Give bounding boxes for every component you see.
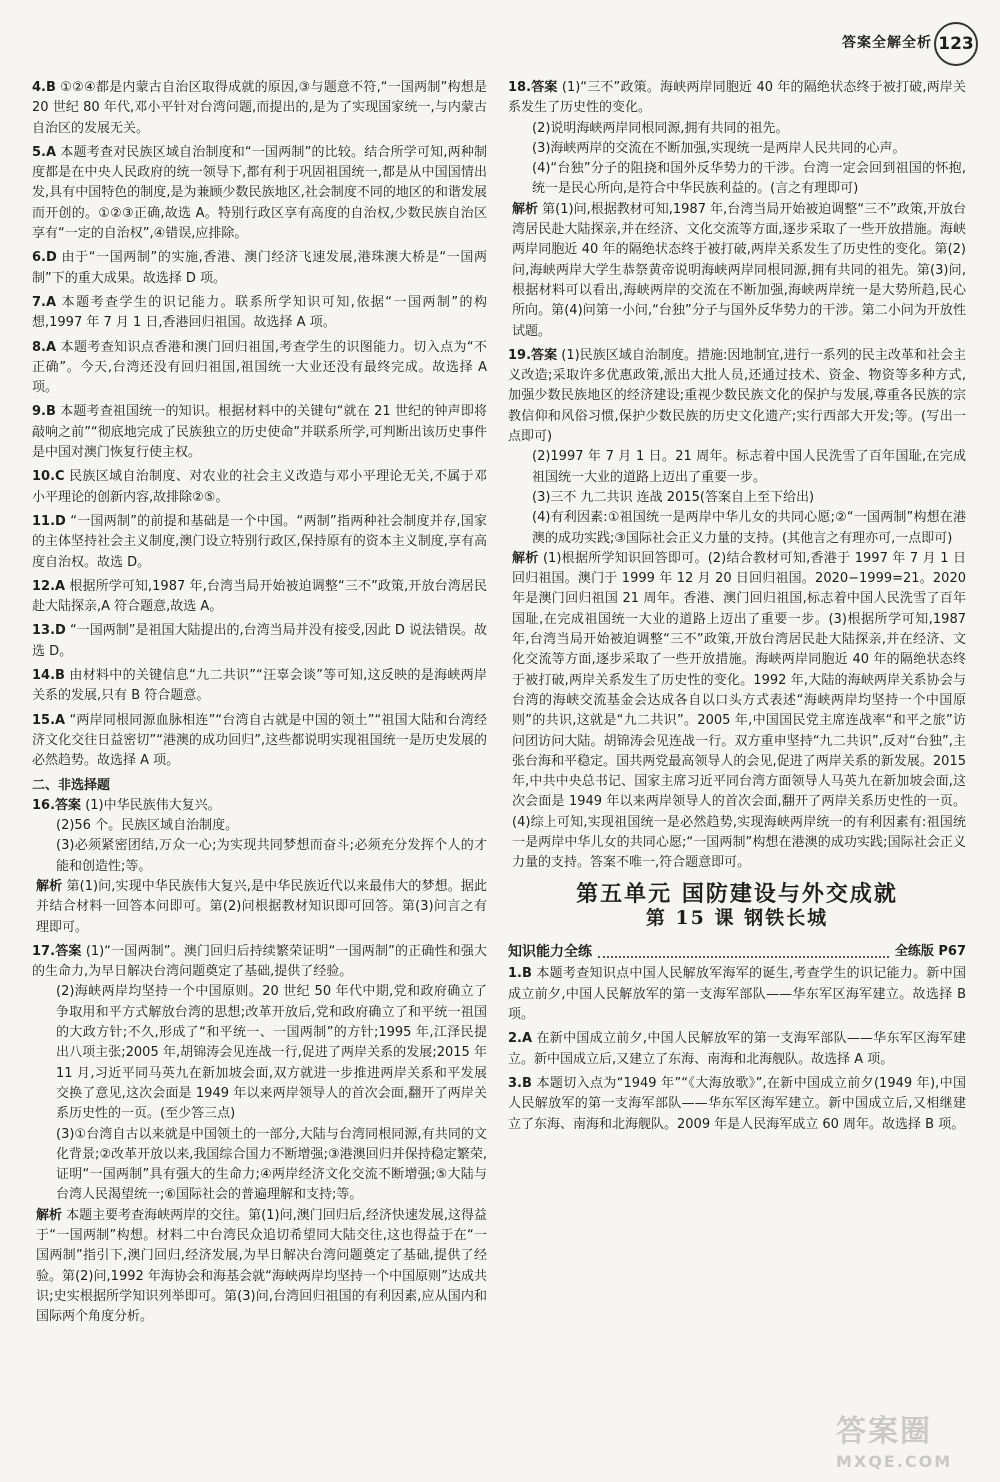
answer-item: 11.D “一国两制”的前提和基础是一个中国。“两制”指两种社会制度并存,国家的主体坚持社会主义制度,澳门设立特别行政区,保持原有的资本主义制度,享有高度自治权。故选 D。 (32, 513, 487, 570)
q19-answer: 19.答案 (1)民族区域自治制度。措施:因地制宜,进行一系列的民主改革和社会主义改造;采取许多优惠政策,派出大批人员,还通过技术、资金、物资等多种方式,加强少数民族地区的经济建设;重视少数民族文化的保护与发展,尊重各民族的宗教信仰和风俗习惯,保护少数民族的历史文化遗产;实行西部大开发;等。(写出一点即可) (508, 347, 966, 445)
q19-answer-part: (3)三不 九二共识 连战 2015(答案自上至下给出) (532, 489, 815, 505)
q17-answer-part: (2)海峡两岸均坚持一个中国原则。20 世纪 50 年代中期,党和政府确立了争取用和平方式解放台湾的思想;改革开放后,党和政府确立了和平统一祖国的大政方针;不久,形成了“和平统一、一国两制”的方针;1995 年,江泽民提出八项主张;2005 年,胡锦涛会见连战一行,促进了两岸关系的发展;2015 年 11 月,习近平同马英九在新加坡会面,双方就进一步推进两岸关系和平发展交换了意见,这次会面是 1949 年以来两岸领导人的首次会面,翻开了两岸关系历史性的一页。(至少答三点) (56, 984, 487, 1122)
right-column (508, 78, 966, 1135)
answer-item: 10.C 民族区域自治制度、对农业的社会主义改造与邓小平理论无关,不属于邓小平理论的创新内容,故排除②⑤。 (32, 469, 487, 505)
answer-item: 12.A 根据所学可知,1987 年,台湾当局开始被迫调整“三不”政策,开放台湾居民赴大陆探亲,A 符合题意,故选 A。 (32, 578, 487, 615)
section-title: 二、非选择题 (32, 777, 111, 793)
q19-answer-part: (2)1997 年 7 月 1 日。21 周年。标志着中国人民洗雪了百年国耻,在完成祖国统一大业的道路上迈出了重要一步。 (532, 449, 966, 485)
q16-answer-part: (3)必须紧密团结,万众一心;为实现共同梦想而奋斗;必须充分发挥个人的才能和创造性;等。 (56, 838, 487, 874)
answer-item: 15.A “两岸同根同源血脉相连”“台湾自古就是中国的领土”“祖国大陆和台湾经济文化交往日益密切”“港澳的成功回归”,这些都说明实现祖国统一是历史发展的必然趋势。故选择 A 项。 (32, 712, 487, 769)
answer-item: 2.A 在新中国成立前夕,中国人民解放军的第一支海军部队——华东军区海军建立。新中国成立后,又建立了东海、南海和北海舰队。故选择 A 项。 (508, 1031, 966, 1067)
watermark-logo (836, 1406, 986, 1476)
header-title: 答案全解全析 (842, 35, 932, 51)
page-number: 123 (934, 22, 978, 66)
watermark-text: 答案圈 (836, 1414, 932, 1449)
q18-answer-part: (2)说明海峡两岸同根同源,拥有共同的祖先。 (532, 120, 789, 136)
q19-answer-part: (4)有利因素:①祖国统一是两岸中华儿女的共同心愿;②“一国两制”构想在港澳的成功实践;③国际社会正义力量的支持。(其他言之有理亦可,一点即可) (532, 510, 966, 546)
q16-answer: 16.答案 (1)中华民族伟大复兴。 (32, 797, 221, 813)
answer-item: 3.B 本题切入点为“1949 年”“《大海放歌》”,在新中国成立前夕(1949 年),中国人民解放军的第一支海军部队——华东军区海军建立。新中国成立后,又相继建立了东海、南海和北海舰队。2009 年是人民海军成立 60 周年。故选择 B 项。 (508, 1075, 967, 1132)
answer-item: 1.B 本题考查知识点中国人民解放军海军的诞生,考查学生的识记能力。新中国成立前夕,中国人民解放军的第一支海军部队——华东军区海军建立。故选择 B 项。 (508, 966, 966, 1023)
answer-item: 5.A 本题考查对民族区域自治制度和“一国两制”的比较。结合所学可知,两种制度都是在中央人民政府的统一领导下,都有利于巩固祖国统一,都是从中国国情出发,具有中国特色的制度,是为兼顾少数民族地区,社会制度不同的地区的和谐发展而开创的。①②③正确,故选 A。特别行政区享有高度的自治权,少数民族自治区享有“一定的自治权”,④错误,应排除。 (32, 144, 487, 242)
q18-answer: 18.答案 (1)“三不”政策。海峡两岸同胞近 40 年的隔绝状态终于被打破,两岸关系发生了历史性的变化。 (508, 80, 966, 116)
q17-answer-part: (3)①台湾自古以来就是中国领土的一部分,大陆与台湾同根同源,有共同的文化背景;②改革开放以来,我国综合国力不断增强;③港澳回归并保持稳定繁荣,证明“一国两制”具有强大的生命力;④两岸经济文化交流不断增强;⑤大陆与台湾人民渴望统一;⑥国际社会的普遍理解和支持;等。 (56, 1126, 487, 1203)
q18-answer-part: (4)“台独”分子的阻挠和国外反华势力的干涉。台湾一定会回到祖国的怀抱,统一是民心所向,是符合中华民族利益的。(言之有理即可) (532, 161, 966, 197)
left-column (32, 78, 487, 1328)
dotted-leader (598, 946, 889, 958)
page-header (0, 4, 1000, 64)
q17-answer: 17.答案 (1)“一国两制”。澳门回归后持续繁荣证明“一国两制”的正确性和强大的生命力,为早日解决台湾问题奠定了基础,提供了经验。 (32, 943, 487, 980)
answer-item: 6.D 由于“一国两制”的实施,香港、澳门经济飞速发展,港珠澳大桥是“一国两制”下的重大成果。故选择 D 项。 (32, 250, 487, 286)
lesson-title: 第 15 课 钢铁长城 (645, 906, 829, 929)
answer-item: 13.D “一国两制”是祖国大陆提出的,台湾当局并没有接受,因此 D 说法错误。故选 D。 (32, 623, 487, 659)
knowledge-section-bar (508, 942, 966, 962)
q19-analysis: 解析 (1)根据所学知识回答即可。(2)结合教材可知,香港于 1997 年 7 月 1 日回归祖国。澳门于 1999 年 12 月 20 日回归祖国。2020−1999=21。2020 年是澳门回归祖国 21 周年。香港、澳门回归祖国,标志着中国人民洗雪了百年国耻,在完成祖国统一大业的道路上迈出了重要一步。(3)根据所学可知,1987 年,台湾当局开始被迫调整“三不”政策,开放台湾居民赴大陆探亲,并在经济、文化交流等方面,逐步采取了一些开放措施。海峡两岸同胞近 40 年的隔绝状态终于被打破,两岸关系发生了历史性的变化。1992 年,大陆的海峡两岸关系协会与台湾的海峡交流基金会达成各自以口头方式表述“海峡两岸均坚持一个中国原则”的共识,这就是“九二共识”。2005 年,中国国民党主席连战率“和平之旅”访问团访问大陆。胡锦涛会见连战一行。双方重申坚持“九二共识”,反对“台独”,主张台海和平稳定。国共两党最高领导人的会见,促进了两岸关系的新发展。2015 年,中共中央总书记、国家主席习近平同台湾方面领导人马英九在新加坡会面,这次会面是 1949 年以来两岸领导人的首次会面,翻开了两岸关系历史性的一页。(4)综上可知,实现祖国统一是必然趋势,实现海峡两岸统一的有利因素有:祖国统一是两岸中华儿女的共同心愿;“一国两制”构想在港澳的成功实践;国际社会正义力量的支持。答案不唯一,符合题意即可。 (512, 550, 966, 871)
q18-answer-part: (3)海峡两岸的交流在不断加强,实现统一是两岸人民共同的心声。 (532, 140, 906, 156)
q17-analysis: 解析 本题主要考查海峡两岸的交往。第(1)问,澳门回归后,经济快速发展,这得益于“一国两制”构想。材料二中台湾民众追切希望同大陆交往,这也得益于在“一国两制”指引下,澳门回归,经济发展,为早日解决台湾问题奠定了基础,提供了经验。第(2)问,1992 年海协会和海基会就“海峡两岸均坚持一个中国原则”达成共识;史实根据所学知识列举即可。第(3)问,台湾回归祖国的有利因素,应从国内和国际两个角度分析。 (36, 1207, 487, 1325)
answer-item: 8.A 本题考查知识点香港和澳门回归祖国,考查学生的识图能力。切入点为“不正确”。今天,台湾还没有回归祖国,祖国统一大业还没有最终完成。故选择 A 项。 (32, 339, 487, 396)
answer-item: 9.B 本题考查祖国统一的知识。根据材料中的关键句“就在 21 世纪的钟声即将敲响之前”“彻底地完成了民族独立的历史使命”并联系所学,可判断出该历史事件是中国对澳门恢复行使主权。 (32, 404, 487, 461)
watermark-url: MXQE.COM (836, 1452, 953, 1471)
knowledge-section-ref: 全练版 P67 (894, 944, 966, 960)
q16-answer-part: (2)56 个。民族区域自治制度。 (56, 818, 239, 834)
q16-analysis: 解析 第(1)问,实现中华民族伟大复兴,是中华民族近代以来最伟大的梦想。据此并结合材料一回答本问即可。第(2)问根据教材知识即可回答。第(3)问言之有理即可。 (36, 878, 487, 935)
answer-item: 4.B ①②④都是内蒙古自治区取得成就的原因,③与题意不符,“一国两制”构想是 20 世纪 80 年代,邓小平针对台湾问题,而提出的,是为了实现国家统一,与内蒙古自治区的发展无关。 (32, 80, 487, 136)
unit-title: 第五单元 国防建设与外交成就 (576, 880, 898, 907)
answer-item: 14.B 由材料中的关键信息“九二共识”“汪辜会谈”等可知,这反映的是海峡两岸关系的发展,只有 B 符合题意。 (32, 668, 487, 704)
q18-analysis: 解析 第(1)问,根据教材可知,1987 年,台湾当局开始被迫调整“三不”政策,开放台湾居民赴大陆探亲,并在经济、文化交流等方面,逐步采取了一些开放措施。海峡两岸同胞近 40 年的隔绝状态终于被打破,两岸关系发生了历史性的变化。第(2)问,海峡两岸大学生恭祭黄帝说明海峡两岸同根同源,拥有共同的祖先。第(3)问,根据材料可以看出,海峡两岸的交流在不断加强,海峡两岸统一是大势所趋,民心所向。第(4)问第一小问,“台独”分子与国外反华势力的干涉。第二小问为开放性试题。 (512, 201, 966, 339)
answer-item: 7.A 本题考查学生的识记能力。联系所学知识可知,依据“一国两制”的构想,1997 年 7 月 1 日,香港回归祖国。故选择 A 项。 (32, 294, 487, 331)
knowledge-section-label: 知识能力全练 (508, 944, 592, 961)
